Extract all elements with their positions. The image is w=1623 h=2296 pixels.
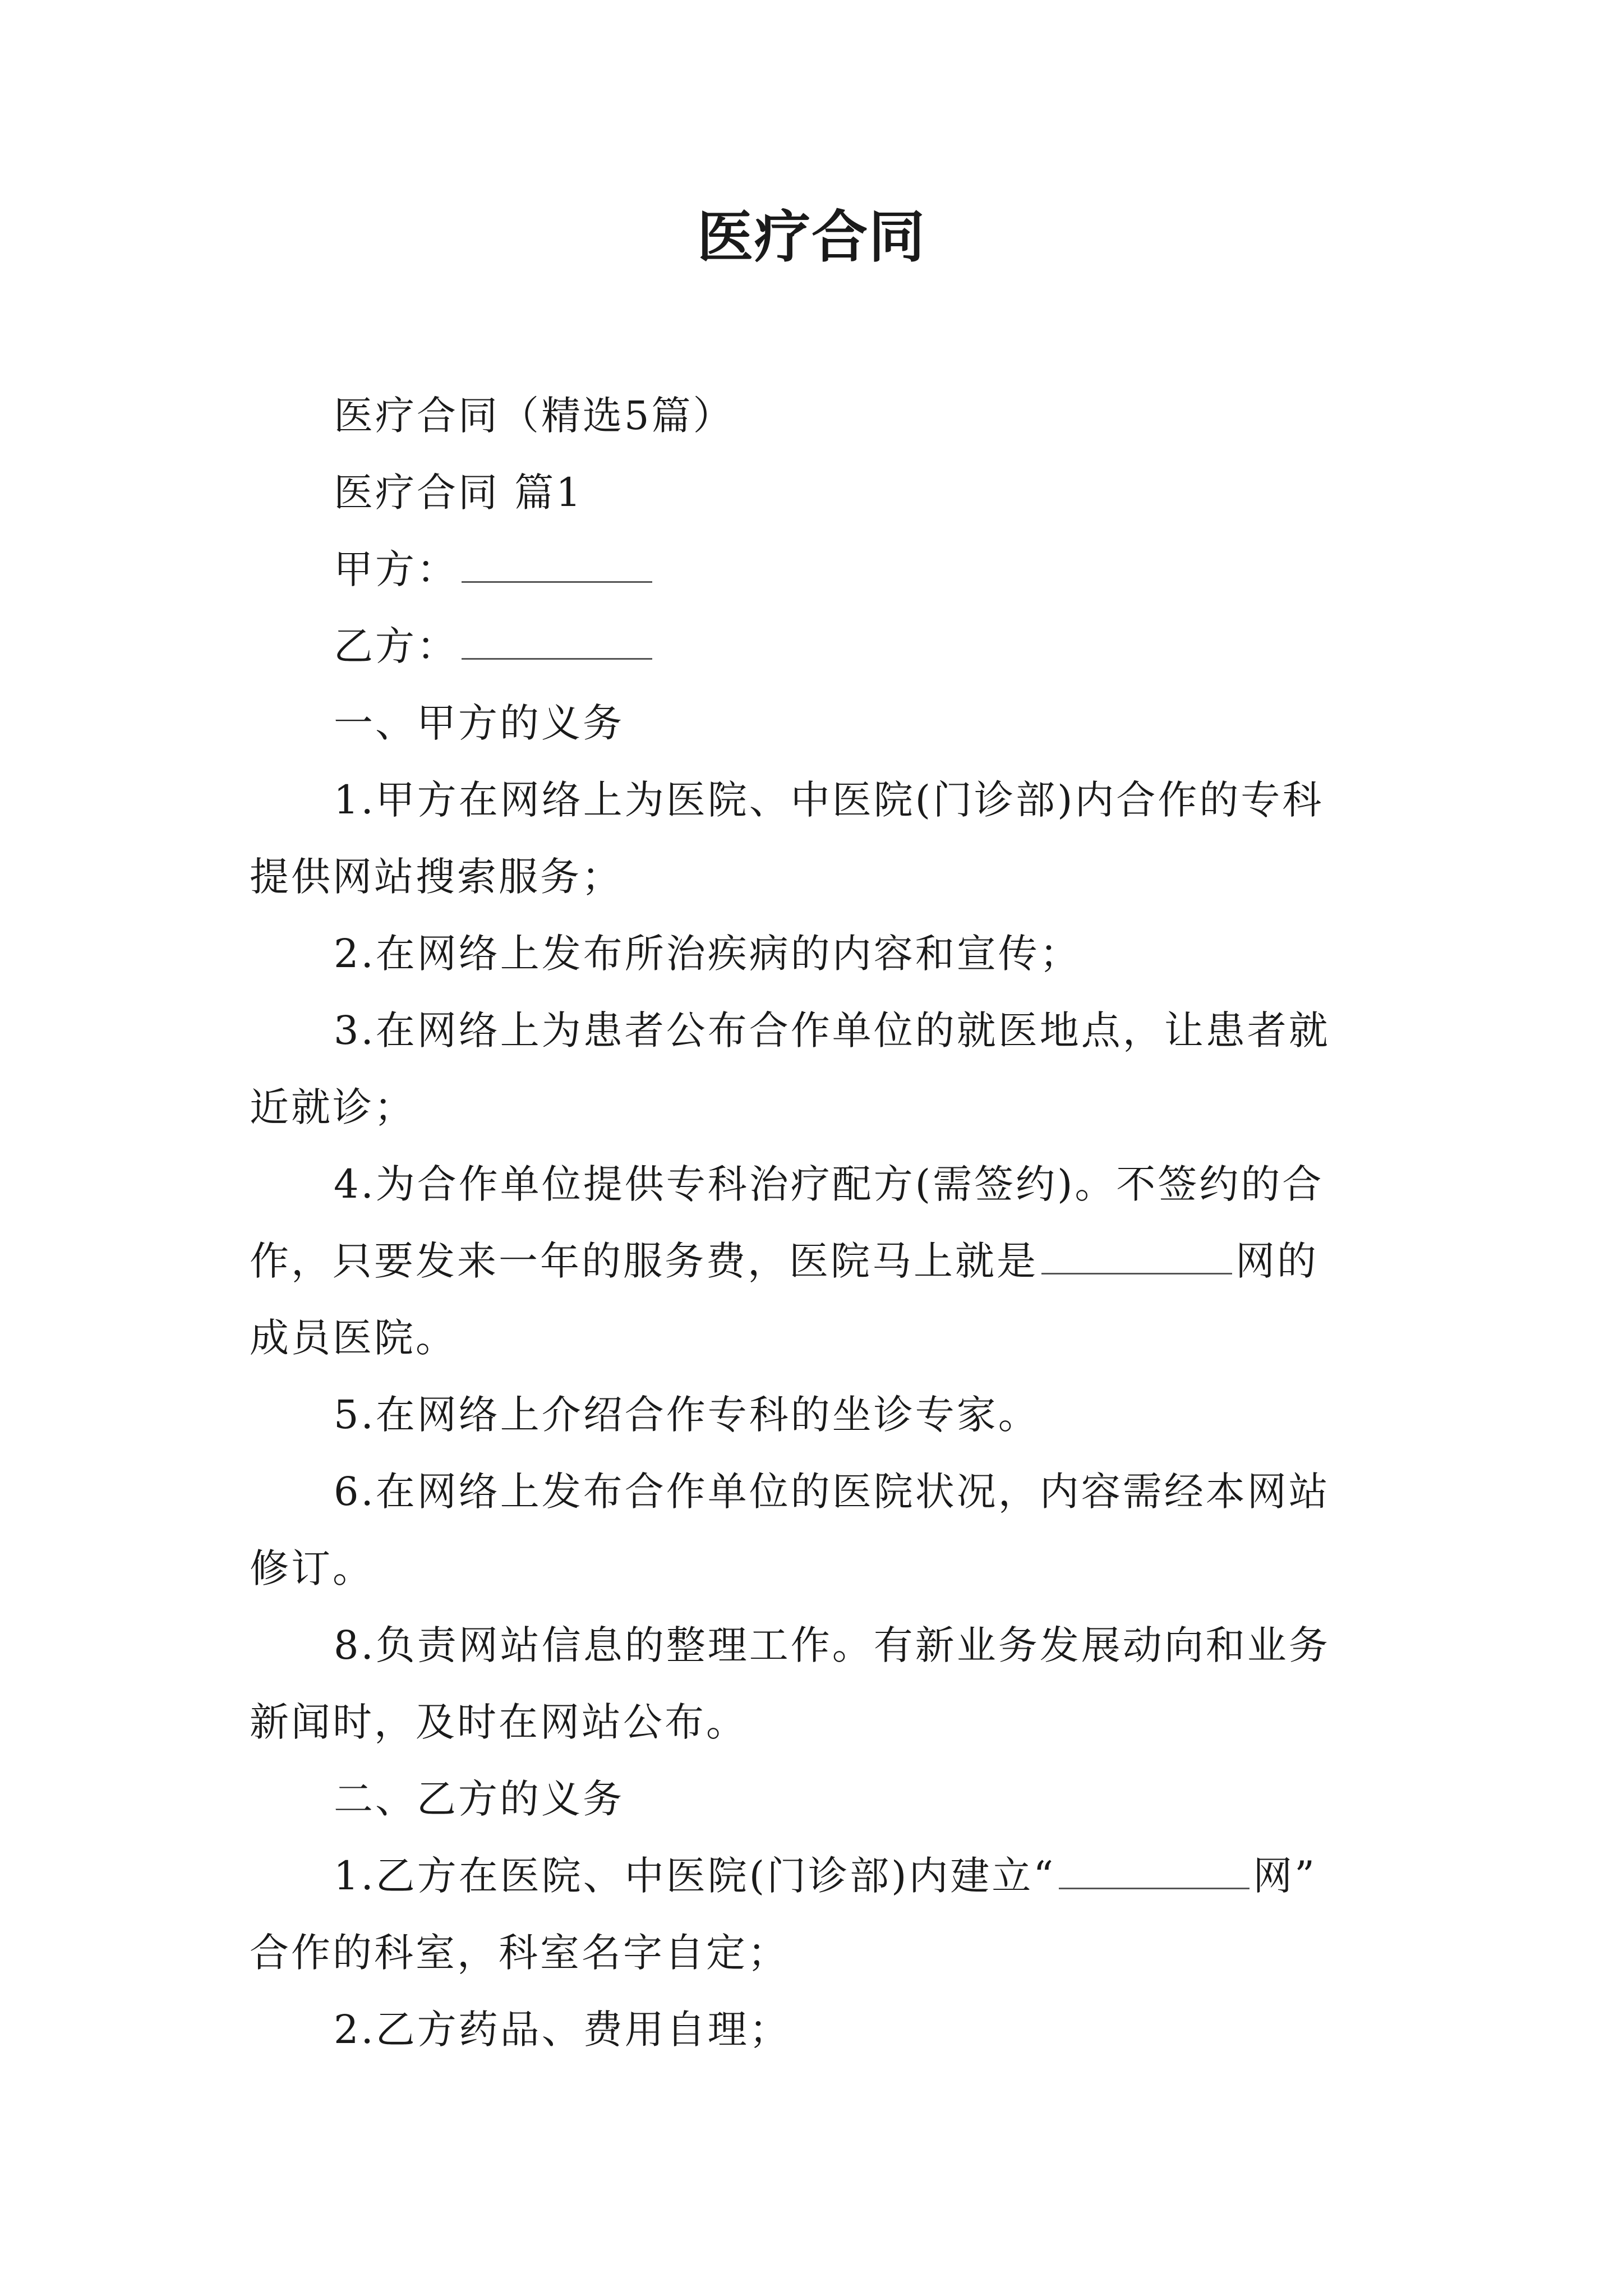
paragraph-line <box>250 1453 1375 1530</box>
paragraph-line <box>250 1530 1375 1607</box>
line-text: 2.在网络上发布所治疾病的内容和宣传； <box>334 931 1081 977</box>
line-text: 1.甲方在网络上为医院、中医院(门诊部)内合作的专科 <box>334 777 1324 823</box>
line-text: 提供网站搜索服务； <box>250 854 623 900</box>
line-text: 3.在网络上为患者公布合作单位的就医地点，让患者就 <box>334 1007 1330 1053</box>
party-a-blank <box>462 547 652 583</box>
network-name-blank <box>1059 1854 1249 1889</box>
paragraph-line <box>250 992 1375 1069</box>
paragraph-line <box>250 1377 1375 1453</box>
paragraph-line <box>250 762 1375 839</box>
line-text: 5.在网络上介绍合作专科的坐诊专家。 <box>334 1392 1040 1438</box>
line-text: 一、甲方的义务 <box>334 700 624 746</box>
paragraph-line <box>250 1607 1375 1684</box>
line-text: 1.乙方在医院、中医院(门诊部)内建立“ <box>334 1853 1056 1899</box>
paragraph-line <box>250 839 1375 915</box>
paragraph-line <box>250 454 1375 531</box>
party-b-line <box>250 608 1375 685</box>
document-title: 医疗合同 <box>697 204 926 270</box>
line-text: 医疗合同（精选5篇） <box>334 393 735 439</box>
paragraph-line <box>250 1838 1375 1915</box>
paragraph-line <box>250 378 1375 454</box>
paragraph-line <box>250 1069 1375 1146</box>
line-text: 2.乙方药品、费用自理； <box>334 2007 791 2053</box>
paragraph-line <box>250 1300 1375 1377</box>
line-text: 甲方： <box>334 546 458 592</box>
line-text: 网” <box>1253 1853 1317 1899</box>
paragraph-line <box>250 1223 1375 1300</box>
line-text: 新闻时，及时在网站公布。 <box>250 1699 748 1745</box>
line-text: 8.负责网站信息的整理工作。有新业务发展动向和业务 <box>334 1622 1330 1668</box>
line-text: 4.为合作单位提供专科治疗配方(需签约)。不签约的合 <box>334 1161 1324 1207</box>
line-text: 近就诊； <box>250 1084 416 1130</box>
paragraph-line <box>250 915 1375 992</box>
paragraph-line <box>250 1915 1375 1991</box>
line-text: 医疗合同 篇1 <box>334 470 583 516</box>
line-text: 合作的科室，科室名字自定； <box>250 1930 789 1976</box>
line-text: 6.在网络上发布合作单位的医院状况，内容需经本网站 <box>334 1469 1330 1515</box>
document-body <box>250 378 1375 2068</box>
network-name-blank <box>1041 1239 1232 1274</box>
paragraph-line <box>250 1684 1375 1761</box>
line-text: 作，只要发来一年的服务费，医院马上就是 <box>250 1238 1038 1284</box>
party-a-line <box>250 531 1375 608</box>
line-text: 网的 <box>1235 1238 1318 1284</box>
line-text: 乙方： <box>334 623 458 669</box>
party-b-blank <box>462 624 652 660</box>
line-text: 成员医院。 <box>250 1315 457 1361</box>
section-heading <box>250 685 1375 762</box>
line-text: 二、乙方的义务 <box>334 1776 624 1822</box>
line-text: 修订。 <box>250 1545 374 1591</box>
paragraph-line <box>250 1146 1375 1223</box>
section-heading <box>250 1761 1375 1838</box>
paragraph-line <box>250 1991 1375 2068</box>
